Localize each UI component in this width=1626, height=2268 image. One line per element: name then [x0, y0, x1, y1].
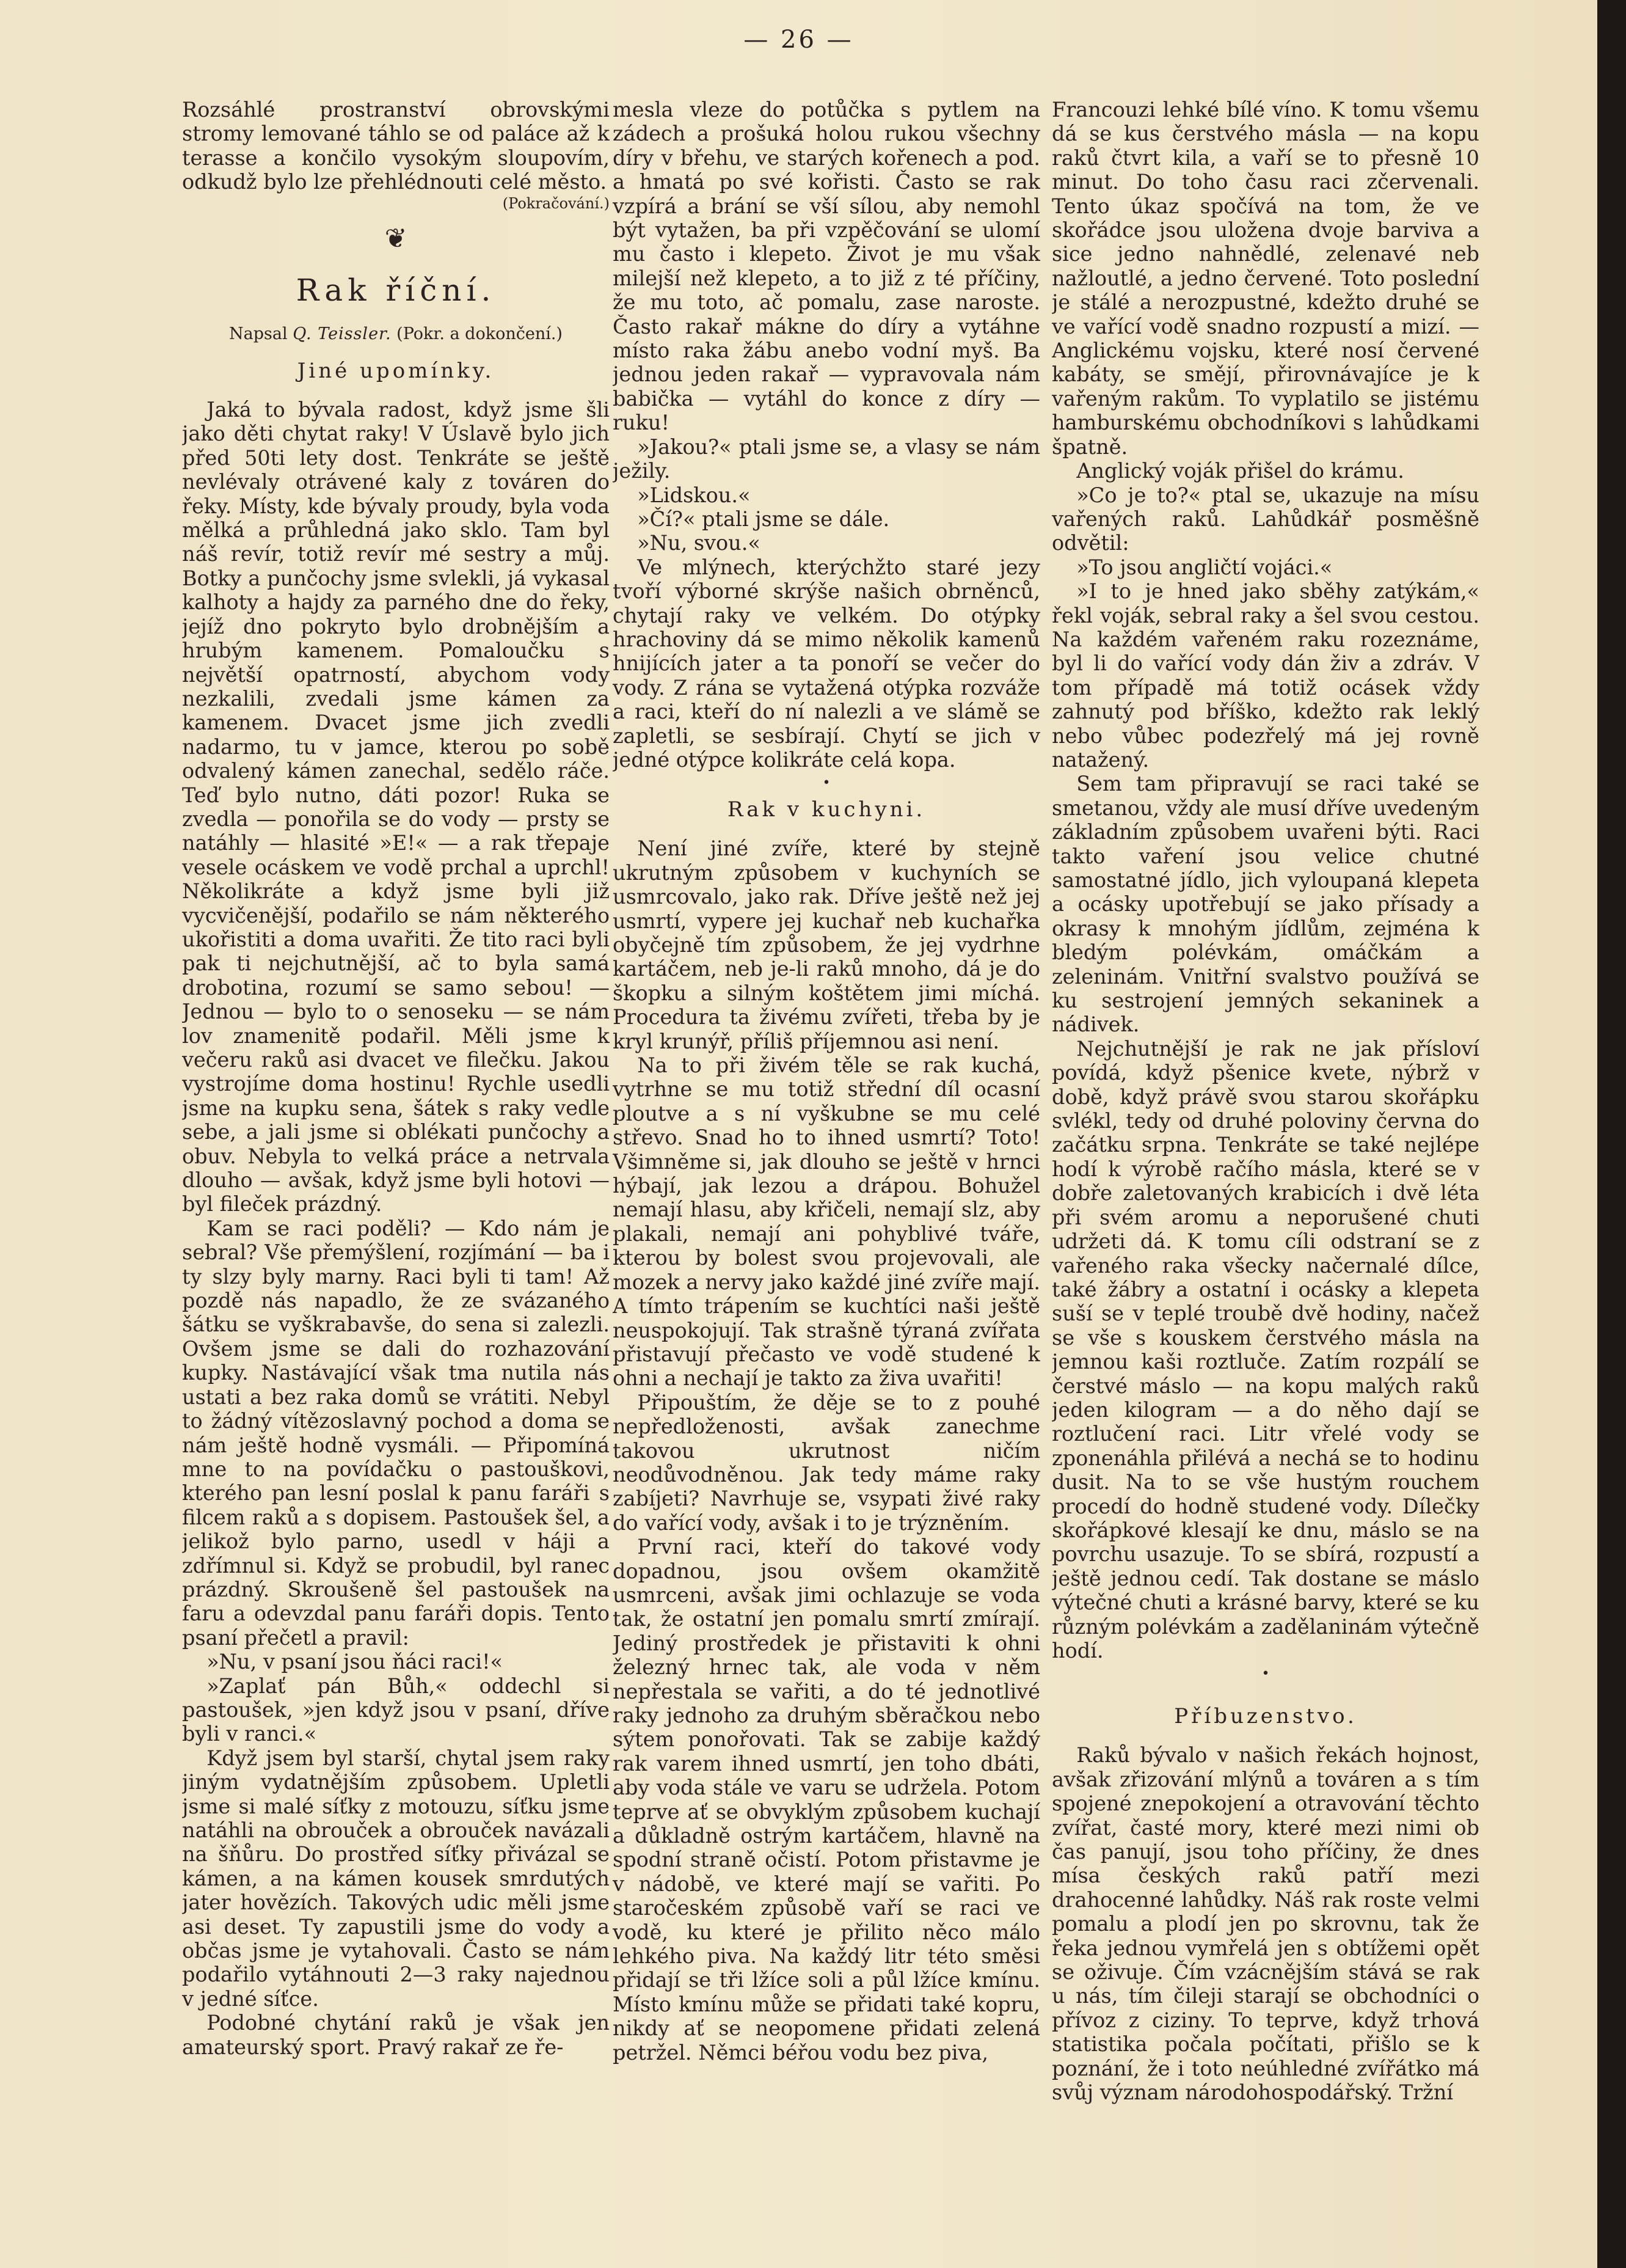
paragraph: Není jiné zvíře, které by stejně ukrutným způsobem v kuchyních se usmrcovalo, jako rak. Dříve ještě než jej usmrtí, vypere jej kuchař neb kuchařka obyčejně tím způsobem, že jej vydrhne kartáčem, neb je-li raků mnoho, dá je do škopku a silným koštětem jimi míchá. Procedura ta živému zvířeti, třeba by je kryl krunýř, příliš příjemnou asi není. — [613, 836, 1040, 1053]
column-3 — [1052, 98, 1479, 2236]
intro-paragraph: Rozsáhlé prostranství obrovskými stromy lemované táhlo se od paláce až k terasse a končilo vysokým sloupovím, odkudž bylo lze přehlédnouti celé město. — [182, 98, 610, 194]
paragraph: Jaká to bývala radost, když jsme šli jako děti chytat raky! V Úslavě bylo jich před 50ti lety dost. Tenkráte se ještě nevlévaly otrávené kaly z továren do řeky. Místy, kde bývaly proudy, byla voda mělká a průhledná jako sklo. Tam byl náš revír, totiž revír mé sestry a můj. Botky a punčochy jsme svlekli, já vykasal kalhoty a hajdy za parného dne do řeky, jejíž dno pokryto bylo drobnějším a hrubým kamenem. Pomaloučku s největší opatrností, abychom vody nezkalili, zvedali jsme kámen za kamenem. Dvacet jsme jich zvedli nadarmo, tu v jamce, kterou po sobě odvalený kámen zanechal, sedělo ráče. Teď bylo nutno, dáti pozor! Ruka se zvedla — ponořila se do vody — prsty se natáhly — hlasité »E!« — a rak třepaje vesele ocáskem ve vodě prchal a uprchl! Několikráte a když jsme byli již vycvičenější, podařilo se nám některého ukořistiti a doma uvařiti. Že tito raci byli pak ti nejchutnější, ač to byla samá drobotina, rozumí se samo sebou! — Jednou — bylo to o senoseku — se nám lov znamenitě podařil. Měli jsme k večeru raků asi dvacet ve filečku. Jakou vystrojíme doma hostinu! Rychle usedli jsme na kupku sena, šátek s raky vedle sebe, a jali jsme si oblékati punčochy a obuv. Nebyla to velká práce a netrvala dlouho — avšak, když jsme byli hotovi — byl fileček prázdný. — [182, 398, 610, 1216]
article-title: Rak říční. — [296, 273, 496, 309]
quote-line: »I to je hned jako sběhy zatýkám,« řekl voják, sebral raky a šel svou cestou. Na každém vařeném raku rozeznáme, byl li do vařící vody dán živ a zdráv. V tom případě má totiž ocásek vždy zahnutý pod bříško, kdežto rak leklý nebo vůbec podezřelý má jej rovně natažený. — [1052, 579, 1479, 772]
paragraph: Raků bývalo v našich řekách hojnost, avšak zřizování mlýnů a továren a s tím spojené znepokojení a otravování těchto zvířat, časté mory, které mezi nimi ob čas panují, jsou toho příčiny, že dnes mísa českých raků patří mezi drahocenné lahůdky. Náš rak roste velmi pomalu a plodí jen po skrovnu, tak že řeka jednou vymřelá jen s obtížemi opět se oživuje. Čím vzácnějším stává se rak u nás, tím čileji starají se obchodníci o přívoz z ciziny. To teprve, když trhová statistika počala počítati, přišlo se k poznání, že i toto neúhledné zvířátko má svůj význam národohospodářský. Tržní — [1052, 1743, 1479, 2105]
quote-line: »Nu, v psaní jsou ňáci raci!« — [206, 1650, 503, 1674]
section-heading: Rak v kuchyni. — [727, 797, 926, 822]
byline-suffix: (Pokr. a dokončení.) — [396, 324, 563, 344]
paragraph: Když jsem byl starší, chytal jsem raky jiným vydatnějším způsobem. Upletli jsme si malé síťky z motouzu, síťku jsme natáhli na obrouček a obrouček navázali na šňůru. Do prostřed síťky přivázal se kámen, a na kámen kousek smrdutých jater hovězích. Takových udic měli jsme asi deset. Ty zapustili jsme do vody a občas jsme je vytahovali. Často se nám podařilo vytáhnouti 2—3 raky najednou v jedné síťce. — [182, 1746, 610, 2011]
continued-note: (Pokračování.) — [502, 194, 610, 212]
paragraph: Anglický voják přišel do krámu. — [1076, 459, 1404, 483]
paragraph: Podobné chytání raků je však jen amateurský sport. Pravý rakař ze ře- — [182, 2011, 610, 2059]
paragraph: Ve mlýnech, kterýchžto staré jezy tvoří výborné skrýše našich obrněnců, chytají raky ve velkém. Do otýpky hrachoviny dá se mimo několik kamenů hnijících jater a ta ponoří se večer do vody. Z rána se vytažená otýpka rozváže a raci, kteří do ní nalezli a ve slámě se zapletli, se sesbírají. Chytí se jich v jedné otýpce kolikráte celá kopa. — [613, 555, 1040, 772]
byline-prefix: Napsal — [229, 324, 288, 344]
paragraph: Kam se raci poděli? — Kdo nám je sebral? Vše přemýšlení, rozjímání — ba i ty slzy byly marny. Raci byli ti tam! Až pozdě nás napadlo, že ze svázaného šátku se vyškrabavše, do sena si zalezli. Ovšem jsme se dali do rozhazování kupky. Nastávající však tma nutila nás ustati a bez raka domů se vrátiti. Nebyl to žádný vítězoslavný pochod a doma se nám ještě hodně vysmáli. — Připomíná mne to na povídačku o pastouškovi, kterého pan lesní poslal k panu faráři s filcem raků a s dopisem. Pastoušek šel, a jelikož bylo parno, usedl v háji a zdřímnul si. Když se probudil, byl ranec prázdný. Skroušeně šel pastoušek na faru a odevzdal panu faráři dopis. Tento psaní přečetl a pravil: — [182, 1216, 610, 1650]
section-heading: Jiné upomínky. — [297, 359, 495, 384]
column-2 — [613, 98, 1040, 2236]
paragraph: Nejchutnější je rak ne jak přísloví povídá, když pšenice kvete, nýbrž v době, když právě svou starou skořápku svlékl, tedy od druhé poloviny června do začátku srpna. Tenkráte se také nejlépe hodí k výrobě račího másla, které se v dobře zaletovaných krabicích i dvě léta při svém aromu a neporušené chuti udržeti dá. K tomu cíli odstraní se z vařeného raka všecky načernalé dílce, také žábry a ostatní i ocásky a klepeta suší se v teplé troubě dvě hodiny, načež se vše s kouskem čerstvého másla na jemnou kaši roztluče. Zatím rozpálí se čerstvé máslo — na kopu malých raků jeden kilogram — a do něho dají se roztlučení raci. Litr vřelé vody se zponenáhla přilévá a nechá se to hodinu dusit. Na to se vše hustým rouchem procedí do hodně studené vody. Dílečky skořápkové klesají ke dnu, máslo se na povrchu usazuje. To se sbírá, rozpustí a ještě jednou cedí. Tak dostane se máslo výtečné chuti a krásné barvy, které se ku různým polévkám a zadělaninám výtečně hodí. — [1052, 1036, 1479, 1663]
paragraph: Sem tam připravují se raci také se smetanou, vždy ale musí dříve uvedeným základním způsobem uvařeni býti. Raci takto vaření jsou velice chutné samostatné jídlo, jich vyloupaná klepeta a ocásky upotřebují se jako přísady a okrasy k mnohým jídlům, zejména k bledým polévkám, omáčkám a zeleninám. Vnitřní svalstvo používá se ku sestrojení jemných sekaninek a nádivek. — [1052, 772, 1479, 1037]
quote-line: »Co je to?« ptal se, ukazuje na mísu vařených raků. Lahůdkář posměšně odvětil: — [1052, 483, 1479, 555]
separator-dot-icon: • — [822, 775, 831, 791]
byline-author: Q. Teissler. — [293, 324, 392, 344]
paragraph: mesla vleze do potůčka s pytlem na zádech a prošuká holou rukou všechny díry v břehu, ve starých kořenech a pod. a hmatá po své kořisti. Často se rak vzpírá a brání se vší sílou, aby nemohl být vytažen, ba při vzpěčování se ulomí mu často i klepeto. Život je mu však milejší než klepeto, a to již z té příčiny, že mu toto, ač pomalu, zase naroste. Často rakař mákne do díry a vytáhne místo raka žábu anebo vodní myš. Ba jednou jeden rakař — vypravovala nám babička — vytáhl do konce z díry — ruku! — [613, 98, 1040, 435]
paragraph: Francouzi lehké bílé víno. K tomu všemu dá se kus čerstvého másla — na kopu raků čtvrt kila, a vaří se to přesně 10 minut. Do toho času raci zčervenali. Tento úkaz spočívá na tom, že ve skořádce jsou uložena dvoje barviva a sice jedno nahnědlé, zelenavé neb nažloutlé, a jedno červené. Toto poslední je stálé a nerozpustné, kdežto druhé se ve vařící vodě snadno rozpustí a mizí. — Anglickému vojsku, které nosí červené kabáty, se smějí, přirovnávajíce je k vařeným rakům. To vyplatilo se jistému hamburskému obchodníkovi s lahůdkami špatně. — [1052, 98, 1479, 459]
page-edge-shadow — [1597, 0, 1626, 2268]
paragraph: První raci, kteří do takové vody dopadnou, jsou ovšem okamžitě usmrceni, avšak jimi ochlazuje se voda tak, že ostatní jen pomalu smrtí zmírají. Jediný prostředek je přistaviti k ohni železný hrnec tak, ale voda v něm nepřestala se vařiti, a do té jednotlivé raky jednoho za druhým sběračkou nebo sýtem ponořovati. Tak se zabije každý rak varem ihned usmrtí, jen toho dbáti, aby voda stále ve varu se udržela. Potom teprve ať se obvyklým způsobem kuchají a důkladně ostrým kartáčem, hlavně na spodní straně očistí. Potom přistavme je v nádobě, ve které mají se vařiti. Po staročeském způsobě vaří se raci ve vodě, ku které je přilito něco málo lehkého piva. Na každý litr této směsi přidají se tři lžíce soli a půl lžíce kmínu. Místo kmínu může se přidati také kopru, nikdy ať se neopomene přidati zelená petržel. Němci béřou vodu bez piva, — [613, 1535, 1040, 2065]
quote-line: »To jsou angličtí vojáci.« — [1076, 555, 1333, 579]
separator-dot-icon: • — [1261, 1666, 1270, 1682]
section-heading: Příbuzenstvo. — [1174, 1704, 1357, 1729]
column-1 — [182, 98, 610, 2236]
page-number: — 26 — — [743, 26, 854, 54]
quote-line: »Zaplať pán Bůh,« oddechl si pastoušek, »jen když jsou v psaní, dříve byli v ranci.« — [182, 1674, 610, 1746]
ornament-icon: ❦ — [384, 223, 407, 255]
quote-line: »Jakou?« ptali jsme se, a vlasy se nám ježily. — [613, 434, 1040, 483]
quote-line: »Lidskou.« — [637, 483, 751, 507]
quote-line: »Čí?« ptali jsme se dále. — [637, 507, 890, 531]
quote-line: »Nu, svou.« — [637, 531, 760, 555]
byline — [182, 321, 610, 348]
paragraph: Připouštím, že děje se to z pouhé nepředloženosti, avšak zanechme takovou ukrutnost ničím neodůvodněnou. Jak tedy máme raky zabíjeti? Navrhuje se, vsypati živé raky do vařící vody, avšak i to je trýzněním. — [613, 1390, 1040, 1535]
paragraph: Na to při živém těle se rak kuchá, vytrhne se mu totiž střední díl ocasní ploutve a s ní vyškubne se mu celé střevo. Snad ho to ihned usmrtí? Toto! Všimněme si, jak dlouho se ještě v hrnci hýbají, jak lezou a drápou. Bohužel nemají hlasu, aby křičeli, nemají slz, aby plakali, nemají ani pohyblivé tváře, kterou by bolest svou projevovali, ale mozek a nervy jako každé jiné zvíře mají. A tímto trápením se kuchtíci naši ještě neuspokojují. Tak strašně týraná zvířata přistavují přečasto ve vodě studené k ohni a nechají je takto za živa uvařiti! — [613, 1053, 1040, 1391]
